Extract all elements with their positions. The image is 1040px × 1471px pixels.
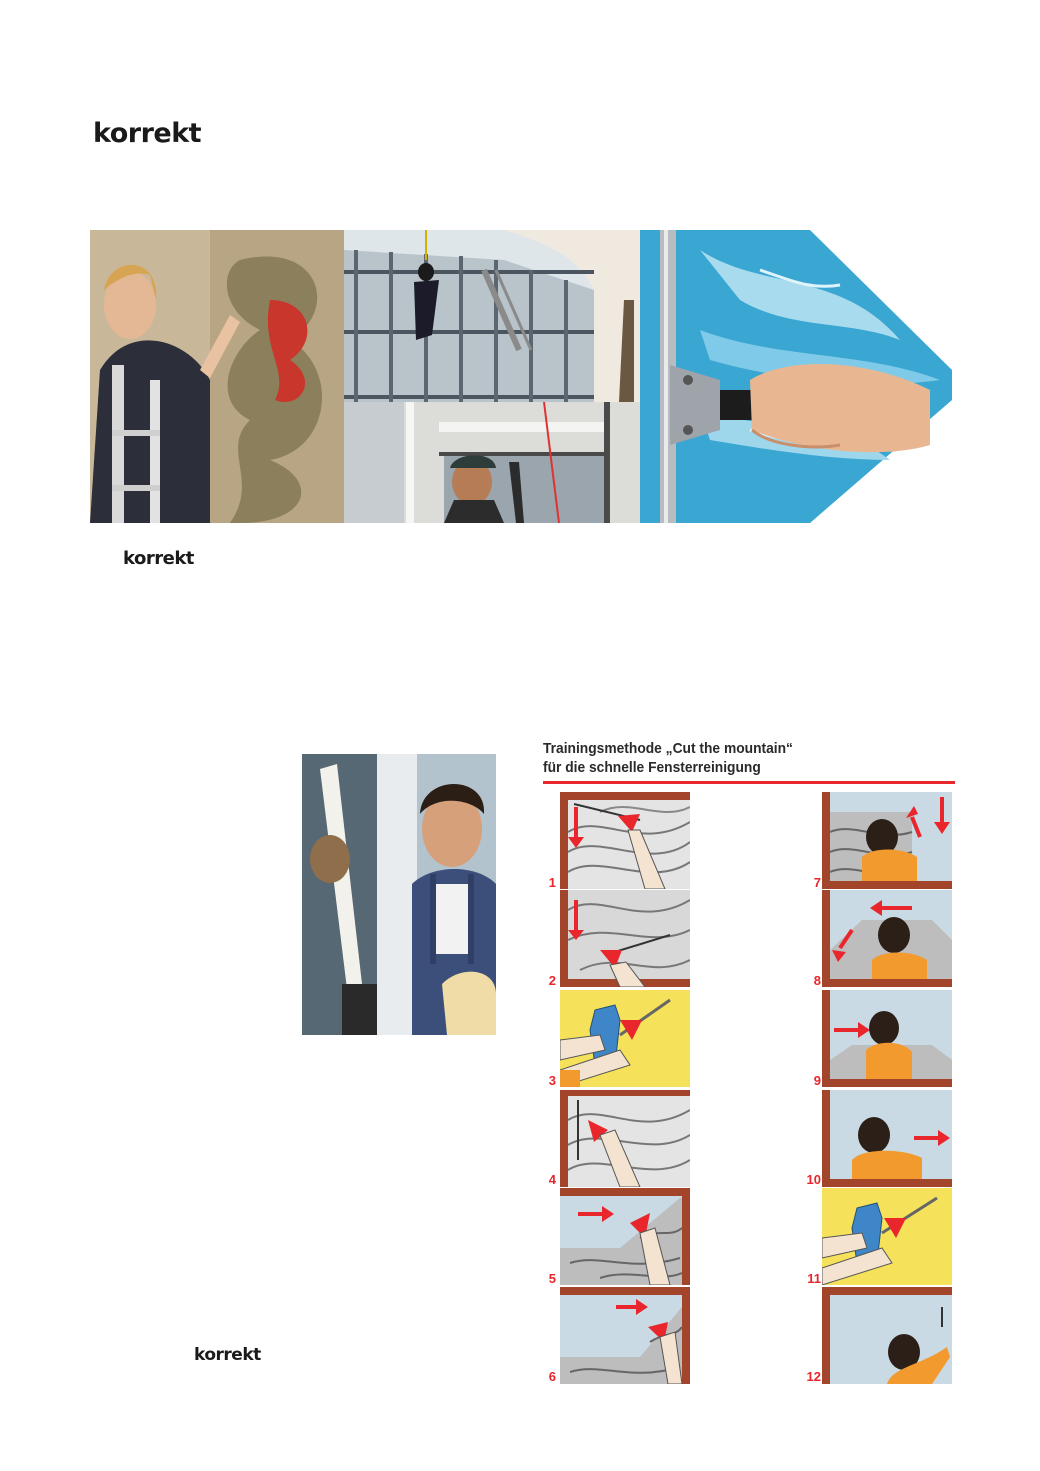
title-rule [543,781,955,784]
step-number-8: 8 [813,973,821,988]
photo-rope-access [344,230,640,402]
step-number-4: 4 [548,1172,556,1187]
step-panel-5 [560,1188,690,1285]
photo-window-worker [344,402,640,523]
photo-woman-facade [90,230,344,523]
step-number-5: 5 [548,1271,556,1286]
step-number-1: 1 [548,875,556,890]
logo-bottom: korrekt [194,1345,261,1365]
step-number-3: 3 [548,1073,556,1088]
step-panel-7 [822,792,952,889]
logo-top: korrekt [93,118,202,149]
step-panel-4 [560,1090,690,1187]
step-number-11: 11 [807,1271,821,1286]
training-title [543,739,922,777]
step-number-6: 6 [548,1369,556,1384]
step-number-9: 9 [813,1073,821,1088]
step-panel-11 [822,1188,952,1285]
step-number-2: 2 [548,973,556,988]
step-number-12: 12 [806,1369,821,1384]
step-panel-10 [822,1090,952,1187]
step-panel-6 [560,1287,690,1384]
step-panel-2 [560,890,690,987]
step-panel-9 [822,990,952,1087]
logo-middle: korrekt [123,548,194,569]
photo-washer-man [302,754,496,1035]
step-panel-1 [560,792,690,889]
step-number-7: 7 [813,875,821,890]
step-panel-12 [822,1287,952,1384]
photo-squeegee-closeup [640,230,952,523]
training-title-line2: für die schnelle Fensterreinigung [543,759,761,776]
step-panel-3 [560,990,690,1087]
training-title-line1: Trainingsmethode „Cut the mountain“ [543,740,793,757]
step-number-10: 10 [806,1172,821,1187]
step-panel-8 [822,890,952,987]
